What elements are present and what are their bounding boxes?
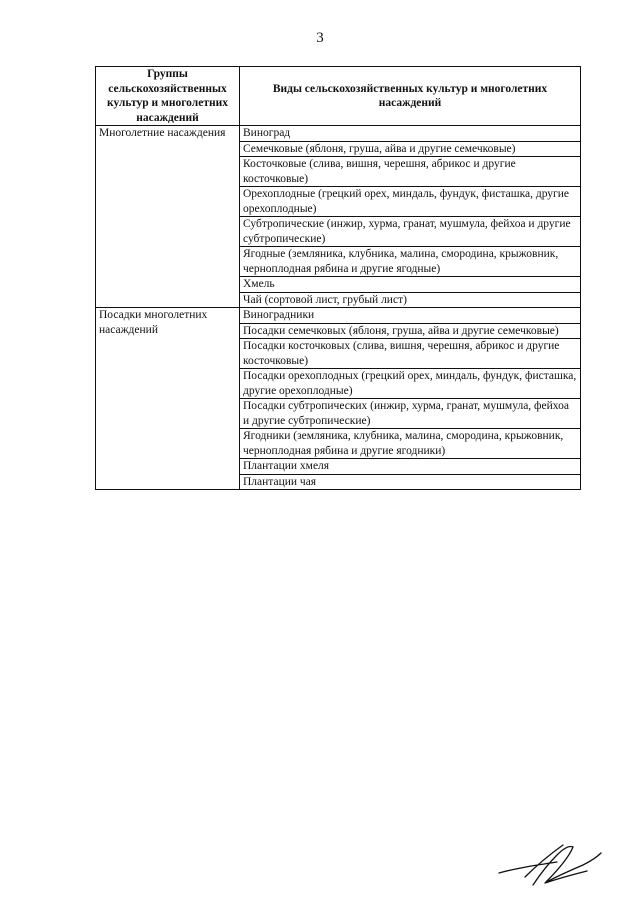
group-name-cell: Посадки многолетних насаждений: [96, 308, 240, 490]
page-number: 3: [316, 30, 324, 46]
table-body: [96, 126, 581, 490]
crop-type-cell: Ягодные (земляника, клубника, малина, смородина, крыжовник, черноплодная рябина и другие ягодные): [240, 247, 581, 277]
group-name-cell: Многолетние насаждения: [96, 126, 240, 308]
crop-type-cell: Орехоплодные (грецкий орех, миндаль, фундук, фисташка, другие орехоплодные): [240, 187, 581, 217]
crop-type-cell: Посадки орехоплодных (грецкий орех, миндаль, фундук, фисташка, другие орехоплодные): [240, 369, 581, 399]
crop-type-cell: Косточковые (слива, вишня, черешня, абрикос и другие косточковые): [240, 157, 581, 187]
crop-type-cell: Плантации чая: [240, 474, 581, 490]
crop-type-cell: Семечковые (яблоня, груша, айва и другие семечковые): [240, 141, 581, 157]
crop-type-cell: Плантации хмеля: [240, 459, 581, 475]
crop-type-cell: Посадки семечковых (яблоня, груша, айва и другие семечковые): [240, 323, 581, 339]
crop-type-cell: Ягодники (земляника, клубника, малина, смородина, крыжовник, черноплодная рябина и другие ягодники): [240, 429, 581, 459]
crop-type-cell: Чай (сортовой лист, грубый лист): [240, 292, 581, 308]
crop-type-cell: Посадки субтропических (инжир, хурма, гранат, мушмула, фейхоа и другие субтропические): [240, 399, 581, 429]
crop-type-cell: Хмель: [240, 277, 581, 293]
crop-type-cell: Субтропические (инжир, хурма, гранат, мушмула, фейхоа и другие субтропические): [240, 217, 581, 247]
signature: [497, 835, 607, 895]
header-groups: Группы сельскохозяйственных культур и многолетних насаждений: [96, 67, 240, 126]
table-row: [96, 126, 581, 142]
crop-type-cell: Виноград: [240, 126, 581, 142]
table-header-row: [96, 67, 581, 126]
crop-type-cell: Виноградники: [240, 308, 581, 324]
header-types: Виды сельскохозяйственных культур и многолетних насаждений: [240, 67, 581, 126]
crop-groups-table: [95, 66, 581, 490]
table-row: [96, 308, 581, 324]
crop-type-cell: Посадки косточковых (слива, вишня, черешня, абрикос и другие косточковые): [240, 339, 581, 369]
